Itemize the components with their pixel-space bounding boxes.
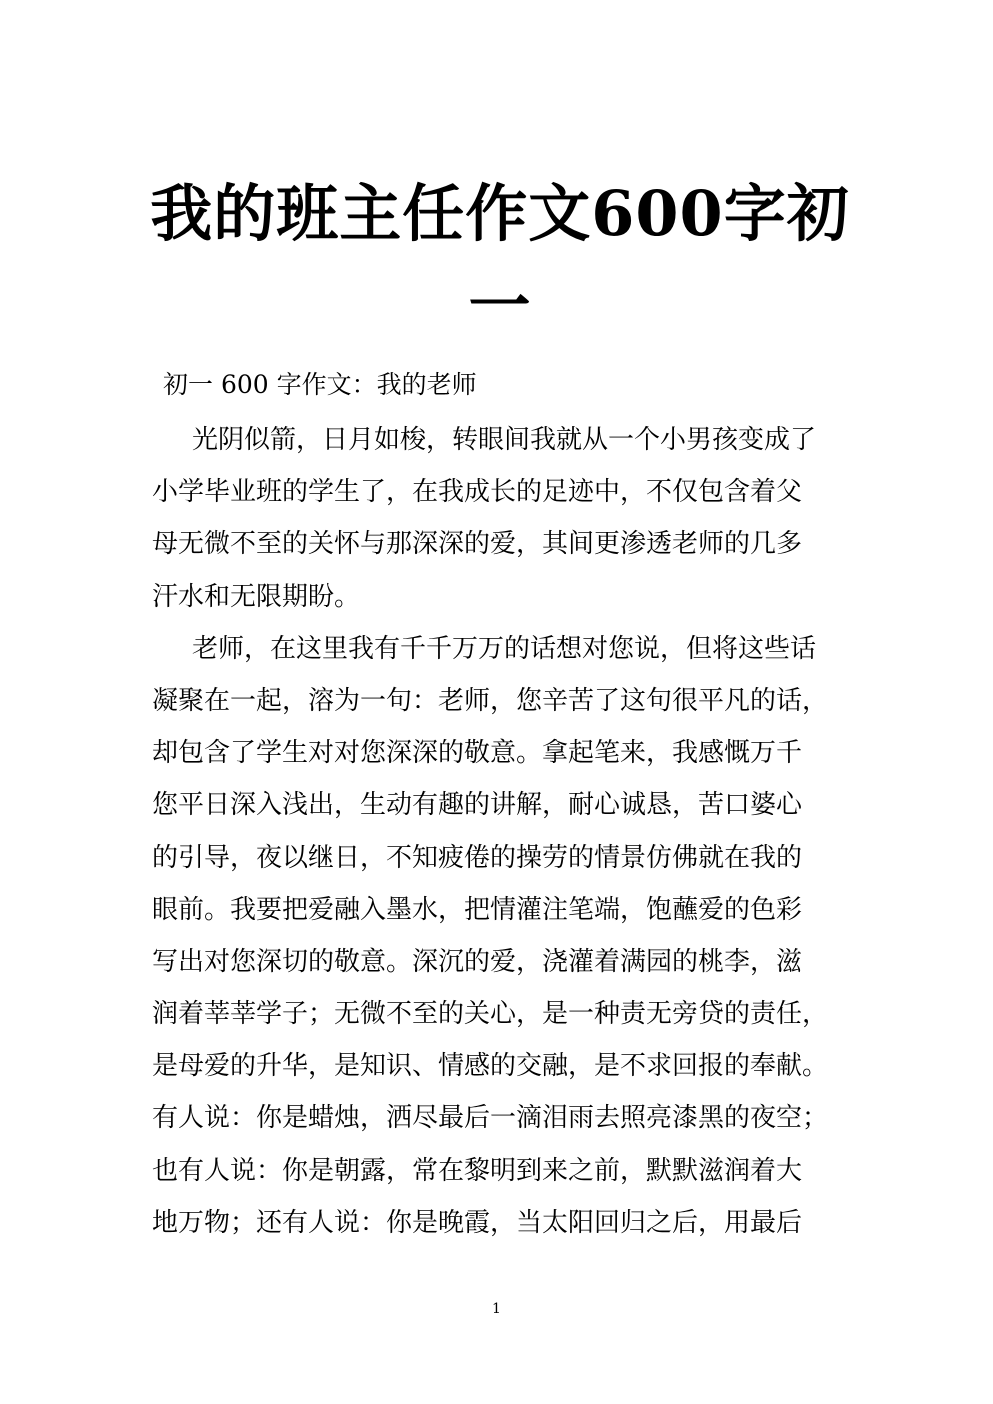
body-text [152,414,852,1249]
page-number: 1 [492,1301,501,1317]
text-line: 润着莘莘学子；无微不至的关心，是一种责无旁贷的责任， [152,999,829,1030]
text-line: 您平日深入浅出，生动有趣的讲解，耐心诚恳，苦口婆心 [152,790,803,821]
text-line: 老师，在这里我有千千万万的话想对您说，但将这些话 [192,633,817,664]
document-title: 我的班主任作文600字初一 [150,177,850,342]
text-line: 眼前。我要把爱融入墨水，把情灌注笔端，饱蘸爱的色彩 [152,894,803,925]
text-line: 凝聚在一起，溶为一句：老师，您辛苦了这句很平凡的话， [152,685,829,716]
text-line: 也有人说：你是朝露，常在黎明到来之前，默默滋润着大 [152,1155,803,1186]
text-line: 的引导，夜以继日，不知疲倦的操劳的情景仿佛就在我的 [152,842,803,873]
text-line: 汗水和无限期盼。 [152,581,361,612]
text-line: 却包含了学生对对您深深的敬意。拿起笔来，我感慨万千 [152,738,803,769]
text-line: 小学毕业班的学生了，在我成长的足迹中，不仅包含着父 [152,477,803,508]
text-line: 地万物；还有人说：你是晚霞，当太阳回归之后，用最后 [152,1207,803,1238]
text-line: 光阴似箭，日月如梭，转眼间我就从一个小男孩变成了 [192,425,817,455]
document-subtitle: 初一 600 字作文：我的老师 [163,370,477,399]
text-line: 母无微不至的关怀与那深深的爱，其间更渗透老师的几多 [152,529,803,560]
text-line: 有人说：你是蜡烛，洒尽最后一滴泪雨去照亮漆黑的夜空； [152,1103,829,1134]
text-line: 写出对您深切的敬意。深沉的爱，浇灌着满园的桃李，滋 [152,946,803,977]
text-line: 是母爱的升华，是知识、情感的交融，是不求回报的奉献。 [152,1051,829,1082]
